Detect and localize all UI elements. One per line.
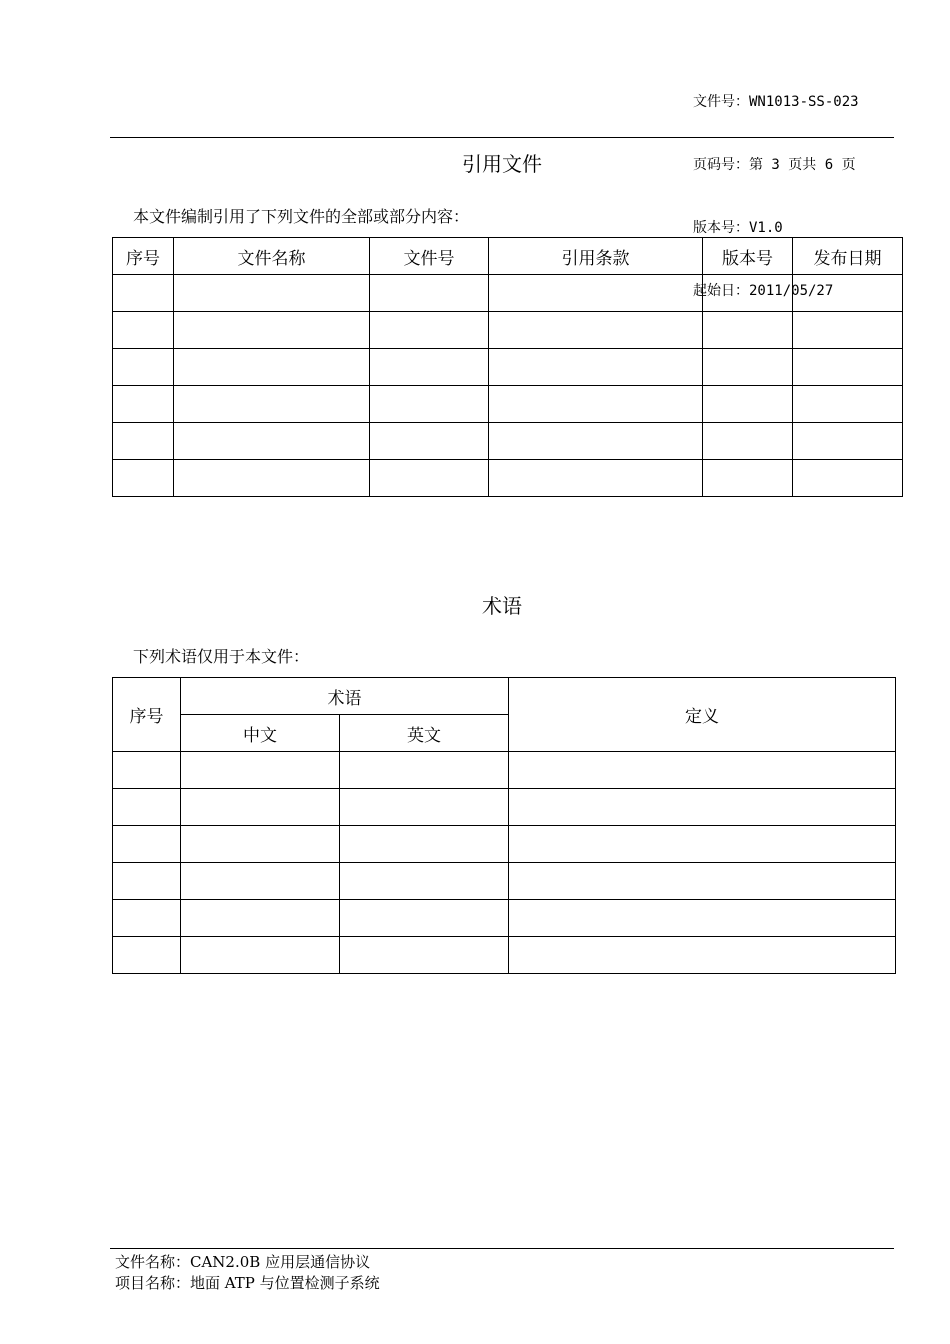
table-cell [703, 386, 793, 423]
table-cell [509, 752, 896, 789]
table-row [113, 275, 903, 312]
col-header-file-name: 文件名称 [174, 238, 370, 275]
table-row [113, 312, 903, 349]
col-header-chinese: 中文 [181, 715, 340, 752]
document-footer [115, 1252, 380, 1294]
table-cell [181, 789, 340, 826]
table-cell [509, 900, 896, 937]
table-cell [113, 937, 181, 974]
table-cell [340, 900, 509, 937]
footer-project-name: 项目名称：地面 ATP 与位置检测子系统 [115, 1274, 380, 1292]
col-header-definition: 定义 [509, 678, 896, 752]
col-header-term: 术语 [181, 678, 509, 715]
table-cell [370, 349, 489, 386]
col-header-file-no: 文件号 [370, 238, 489, 275]
col-header-version: 版本号 [703, 238, 793, 275]
table-cell [181, 937, 340, 974]
doc-number: 文件号：WN1013-SS-023 [693, 94, 859, 110]
table-cell [340, 863, 509, 900]
table-cell [113, 386, 174, 423]
footer-divider [110, 1248, 894, 1249]
col-header-english: 英文 [340, 715, 509, 752]
table-cell [793, 312, 903, 349]
table-cell [174, 386, 370, 423]
page-number: 页码号：第 3 页共 6 页 [693, 157, 856, 173]
table-cell [340, 826, 509, 863]
table-cell [340, 752, 509, 789]
table-row [113, 826, 896, 863]
table-cell [703, 349, 793, 386]
table-cell [370, 275, 489, 312]
ref-section-intro: 本文件编制引用了下列文件的全部或部分内容： [133, 207, 470, 226]
table-cell [113, 826, 181, 863]
col-header-no: 序号 [113, 238, 174, 275]
table-row [113, 863, 896, 900]
table-cell [489, 312, 703, 349]
version-number: 版本号：V1.0 [693, 220, 783, 236]
table-cell [793, 423, 903, 460]
table-cell [113, 423, 174, 460]
term-section-intro: 下列术语仅用于本文件： [133, 647, 310, 666]
table-cell [509, 863, 896, 900]
table-cell [340, 937, 509, 974]
start-date: 起始日：2011/05/27 [693, 283, 834, 299]
terminology-table [112, 677, 896, 974]
table-cell [113, 863, 181, 900]
table-cell [509, 937, 896, 974]
table-cell [174, 275, 370, 312]
table-cell [370, 460, 489, 497]
table-cell [181, 900, 340, 937]
reference-table [112, 237, 903, 497]
table-row [113, 937, 896, 974]
table-cell [174, 312, 370, 349]
table-cell [113, 789, 181, 826]
table-cell [370, 312, 489, 349]
table-row [113, 752, 896, 789]
table-row [113, 900, 896, 937]
term-section-title: 术语 [482, 594, 522, 618]
table-cell [489, 349, 703, 386]
table-cell [793, 460, 903, 497]
table-cell [174, 460, 370, 497]
table-cell [340, 789, 509, 826]
table-cell [370, 386, 489, 423]
table-row [113, 789, 896, 826]
table-cell [793, 386, 903, 423]
col-header-date: 发布日期 [793, 238, 903, 275]
table-cell [793, 275, 903, 312]
col-header-clause: 引用条款 [489, 238, 703, 275]
table-cell [181, 752, 340, 789]
table-cell [181, 826, 340, 863]
table-cell [509, 826, 896, 863]
table-cell [489, 423, 703, 460]
footer-file-name: 文件名称：CAN2.0B 应用层通信协议 [115, 1253, 371, 1271]
table-cell [113, 900, 181, 937]
table-cell [703, 312, 793, 349]
table-cell [181, 863, 340, 900]
table-cell [703, 423, 793, 460]
table-cell [113, 752, 181, 789]
table-cell [113, 312, 174, 349]
table-cell [489, 275, 703, 312]
table-row [113, 423, 903, 460]
table-cell [174, 349, 370, 386]
ref-section-title: 引用文件 [462, 152, 542, 176]
table-cell [113, 275, 174, 312]
table-cell [113, 460, 174, 497]
table-cell [703, 275, 793, 312]
col-header-no: 序号 [113, 678, 181, 752]
header-divider [110, 137, 894, 138]
table-cell [703, 460, 793, 497]
table-row [113, 349, 903, 386]
table-cell [793, 349, 903, 386]
table-header-row [113, 238, 903, 275]
table-cell [113, 349, 174, 386]
table-cell [489, 386, 703, 423]
table-row [113, 460, 903, 497]
table-cell [174, 423, 370, 460]
table-row [113, 386, 903, 423]
table-header-row [113, 678, 896, 715]
table-cell [489, 460, 703, 497]
table-cell [509, 789, 896, 826]
table-cell [370, 423, 489, 460]
